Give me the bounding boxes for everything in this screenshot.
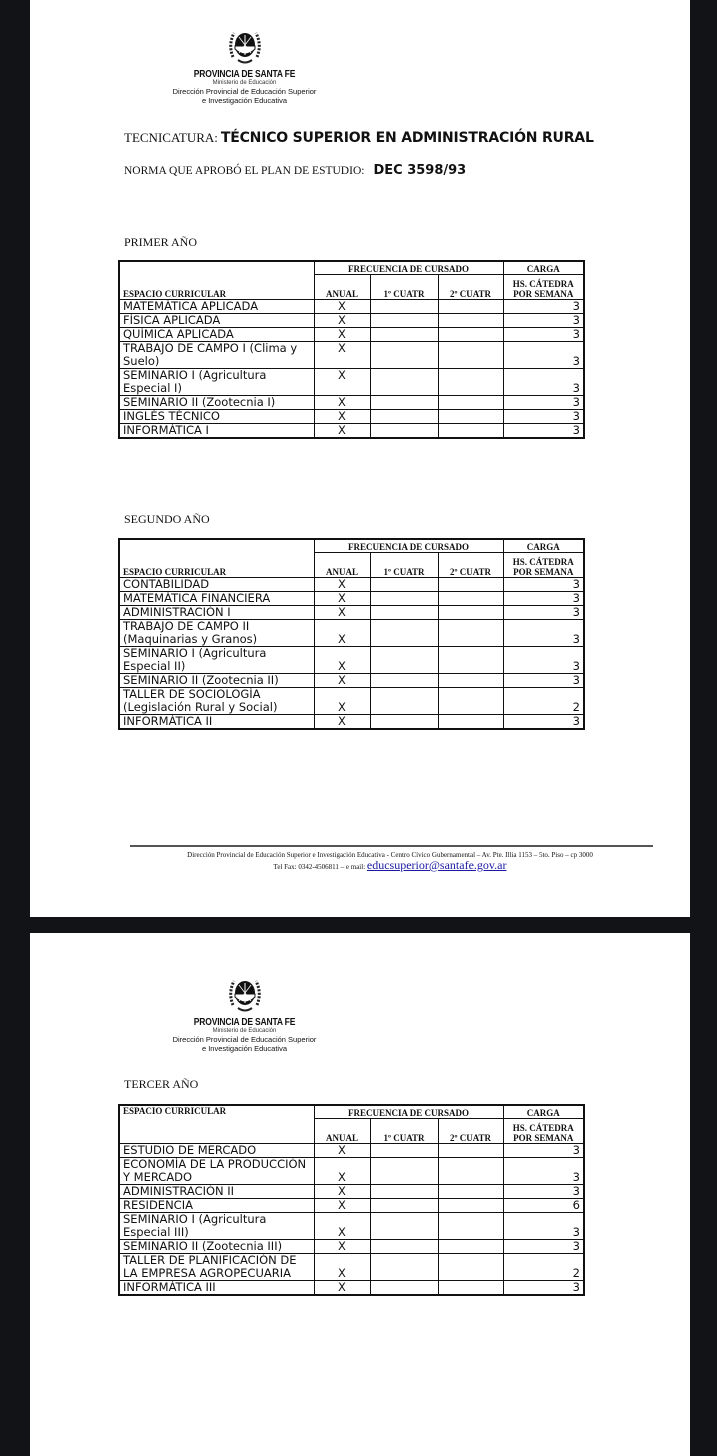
- table-row: [119, 1212, 584, 1239]
- anual-mark: X: [314, 619, 370, 646]
- header-2-cuatr: 2º CUATR: [438, 552, 503, 577]
- cuatr1-mark: [370, 619, 438, 646]
- cuatr1-mark: [370, 395, 438, 409]
- subject-name: TRABAJO DE CAMPO II (Maquinarias y Granos): [119, 619, 314, 646]
- cuatr2-mark: [438, 605, 503, 619]
- hours-per-week: 3: [503, 1143, 584, 1157]
- cuatr1-mark: [370, 368, 438, 395]
- table-row: [119, 673, 584, 687]
- norma-label: NORMA QUE APROBÓ EL PLAN DE ESTUDIO:: [124, 165, 365, 177]
- hours-per-week: 3: [503, 423, 584, 438]
- anual-mark: X: [314, 687, 370, 714]
- subject-name: ADMINISTRACIÓN II: [119, 1184, 314, 1198]
- direction-line-1: Dirección Provincial de Educación Superior: [172, 1035, 317, 1044]
- cuatr1-mark: [370, 577, 438, 591]
- cuatr2-mark: [438, 1198, 503, 1212]
- header-hs-line1: HS. CÁTEDRA: [512, 556, 574, 567]
- hours-per-week: 3: [503, 327, 584, 341]
- hours-per-week: 3: [503, 409, 584, 423]
- table-row: [119, 368, 584, 395]
- year-title-primer: PRIMER AÑO: [124, 235, 198, 249]
- anual-mark: X: [314, 673, 370, 687]
- hours-per-week: 3: [503, 1184, 584, 1198]
- hours-per-week: 3: [503, 591, 584, 605]
- hours-per-week: 3: [503, 313, 584, 327]
- table-row: [119, 1157, 584, 1184]
- anual-mark: X: [314, 1157, 370, 1184]
- hours-per-week: 3: [503, 1212, 584, 1239]
- subject-name: SEMINARIO I (Agricultura Especial II): [119, 646, 314, 673]
- footer-address: Dirección Provincial de Educación Superior e Investigación Educativa - Centro Cívico Gubernamental – Av. Pte. Illia 1153 – 5to. Piso – cp 3000: [187, 851, 593, 859]
- tecnicatura-value: TÉCNICO SUPERIOR EN ADMINISTRACIÓN RURAL: [220, 130, 594, 146]
- subject-name: ADMINISTRACIÓN I: [119, 605, 314, 619]
- anual-mark: X: [314, 327, 370, 341]
- document-page-2: [30, 933, 690, 1456]
- header-hs-line2: POR SEMANA: [513, 288, 574, 299]
- anual-mark: X: [314, 1143, 370, 1157]
- letterhead: [142, 975, 347, 1053]
- hours-per-week: 3: [503, 368, 584, 395]
- subject-name: SEMINARIO II (Zootecnia III): [119, 1239, 314, 1253]
- table-row: [119, 1239, 584, 1253]
- cuatr2-mark: [438, 409, 503, 423]
- curriculum-table-segundo: [118, 538, 585, 730]
- cuatr1-mark: [370, 1280, 438, 1295]
- header-carga: CARGA: [503, 1105, 584, 1118]
- hours-per-week: 3: [503, 1157, 584, 1184]
- anual-mark: X: [314, 409, 370, 423]
- subject-name: RESIDENCIA: [119, 1198, 314, 1212]
- table-row: [119, 1280, 584, 1295]
- header-hs-catedra: [503, 552, 584, 577]
- header-anual: ANUAL: [314, 274, 370, 299]
- province-name: PROVINCIA DE SANTA FE: [193, 69, 296, 80]
- subject-name: ECONOMÍA DE LA PRODUCCIÓN Y MERCADO: [119, 1157, 314, 1184]
- table-row: [119, 327, 584, 341]
- subject-name: CONTABILIDAD: [119, 577, 314, 591]
- cuatr2-mark: [438, 591, 503, 605]
- year-title-segundo: SEGUNDO AÑO: [124, 512, 210, 526]
- anual-mark: X: [314, 1239, 370, 1253]
- anual-mark: X: [314, 1280, 370, 1295]
- curriculum-table-tercer: [118, 1104, 585, 1296]
- tecnicatura-line: [124, 130, 594, 146]
- table-row: [119, 605, 584, 619]
- hours-per-week: 3: [503, 341, 584, 368]
- anual-mark: X: [314, 591, 370, 605]
- cuatr1-mark: [370, 591, 438, 605]
- santa-fe-crest-icon: [226, 975, 264, 1015]
- header-espacio-curricular: ESPACIO CURRICULAR: [119, 1105, 314, 1143]
- hours-per-week: 6: [503, 1198, 584, 1212]
- direction-line-2: e Investigación Educativa: [201, 96, 288, 105]
- cuatr1-mark: [370, 687, 438, 714]
- subject-name: SEMINARIO II (Zootecnia I): [119, 395, 314, 409]
- cuatr2-mark: [438, 1239, 503, 1253]
- cuatr1-mark: [370, 673, 438, 687]
- cuatr2-mark: [438, 299, 503, 313]
- table-row: [119, 577, 584, 591]
- subject-name: TALLER DE PLANIFICACIÓN DE LA EMPRESA AGROPECUARIA: [119, 1253, 314, 1280]
- cuatr2-mark: [438, 687, 503, 714]
- subject-name: TALLER DE SOCIOLOGÍA (Legislación Rural y Social): [119, 687, 314, 714]
- header-1-cuatr: 1º CUATR: [370, 274, 438, 299]
- cuatr1-mark: [370, 423, 438, 438]
- direction-line-1: Dirección Provincial de Educación Superior: [172, 87, 317, 96]
- table-row: [119, 619, 584, 646]
- header-hs-line1: HS. CÁTEDRA: [512, 278, 574, 289]
- anual-mark: X: [314, 605, 370, 619]
- cuatr1-mark: [370, 1198, 438, 1212]
- table-row: [119, 395, 584, 409]
- anual-mark: X: [314, 1253, 370, 1280]
- anual-mark: X: [314, 1212, 370, 1239]
- table-row: [119, 313, 584, 327]
- header-hs-line2: POR SEMANA: [513, 566, 574, 577]
- ministry-name: Ministerio de Educación: [212, 1028, 277, 1034]
- ministry-name: Ministerio de Educación: [212, 80, 277, 86]
- table-row: [119, 591, 584, 605]
- header-anual: ANUAL: [314, 1118, 370, 1143]
- hours-per-week: 3: [503, 299, 584, 313]
- curriculum-table-primer: [118, 260, 585, 439]
- year-title-tercer: TERCER AÑO: [124, 1077, 199, 1091]
- header-espacio-curricular: ESPACIO CURRICULAR: [119, 261, 314, 299]
- santa-fe-crest-icon: [226, 27, 264, 67]
- anual-mark: X: [314, 395, 370, 409]
- cuatr1-mark: [370, 1212, 438, 1239]
- hours-per-week: 3: [503, 1239, 584, 1253]
- hours-per-week: 3: [503, 395, 584, 409]
- header-anual: ANUAL: [314, 552, 370, 577]
- hours-per-week: 3: [503, 646, 584, 673]
- table-row: [119, 299, 584, 313]
- header-hs-line1: HS. CÁTEDRA: [512, 1122, 574, 1133]
- subject-name: SEMINARIO I (Agricultura Especial III): [119, 1212, 314, 1239]
- cuatr2-mark: [438, 673, 503, 687]
- cuatr2-mark: [438, 395, 503, 409]
- subject-name: INFORMÁTICA I: [119, 423, 314, 438]
- table-row: [119, 409, 584, 423]
- tecnicatura-label: TECNICATURA:: [124, 130, 218, 145]
- document-page-1: [30, 0, 690, 917]
- footer-divider: [130, 845, 653, 847]
- cuatr2-mark: [438, 619, 503, 646]
- header-2-cuatr: 2º CUATR: [438, 274, 503, 299]
- cuatr2-mark: [438, 1143, 503, 1157]
- cuatr2-mark: [438, 1157, 503, 1184]
- subject-name: FÍSICA APLICADA: [119, 313, 314, 327]
- hours-per-week: 3: [503, 577, 584, 591]
- cuatr1-mark: [370, 313, 438, 327]
- header-frecuencia: FRECUENCIA DE CURSADO: [314, 1105, 503, 1118]
- cuatr2-mark: [438, 341, 503, 368]
- letterhead: [142, 27, 347, 105]
- header-1-cuatr: 1º CUATR: [370, 552, 438, 577]
- hours-per-week: 2: [503, 1253, 584, 1280]
- cuatr1-mark: [370, 1143, 438, 1157]
- cuatr2-mark: [438, 714, 503, 729]
- cuatr2-mark: [438, 1184, 503, 1198]
- subject-name: SEMINARIO II (Zootecnia II): [119, 673, 314, 687]
- subject-name: SEMINARIO I (Agricultura Especial I): [119, 368, 314, 395]
- footer-phone: Tel Fax: 0342-4506811 – e mail:: [273, 863, 366, 871]
- subject-name: TRABAJO DE CAMPO I (Clima y Suelo): [119, 341, 314, 368]
- table-row: [119, 1143, 584, 1157]
- table-row: [119, 1198, 584, 1212]
- cuatr2-mark: [438, 1212, 503, 1239]
- hours-per-week: 3: [503, 619, 584, 646]
- table-row: [119, 1253, 584, 1280]
- header-1-cuatr: 1º CUATR: [370, 1118, 438, 1143]
- cuatr2-mark: [438, 313, 503, 327]
- cuatr2-mark: [438, 1280, 503, 1295]
- header-frecuencia: FRECUENCIA DE CURSADO: [314, 261, 503, 274]
- hours-per-week: 3: [503, 605, 584, 619]
- cuatr1-mark: [370, 299, 438, 313]
- header-hs-catedra: [503, 274, 584, 299]
- table-row: [119, 687, 584, 714]
- anual-mark: X: [314, 423, 370, 438]
- subject-name: INFORMÁTICA III: [119, 1280, 314, 1295]
- anual-mark: X: [314, 1198, 370, 1212]
- footer-contact: [110, 860, 670, 872]
- table-row: [119, 1184, 584, 1198]
- table-row: [119, 646, 584, 673]
- anual-mark: X: [314, 714, 370, 729]
- cuatr2-mark: [438, 327, 503, 341]
- cuatr1-mark: [370, 646, 438, 673]
- header-carga: CARGA: [503, 261, 584, 274]
- header-hs-catedra: [503, 1118, 584, 1143]
- header-frecuencia: FRECUENCIA DE CURSADO: [314, 539, 503, 552]
- anual-mark: X: [314, 1184, 370, 1198]
- subject-name: MATEMÁTICA APLICADA: [119, 299, 314, 313]
- hours-per-week: 3: [503, 673, 584, 687]
- header-carga: CARGA: [503, 539, 584, 552]
- table-row: [119, 423, 584, 438]
- province-name: PROVINCIA DE SANTA FE: [193, 1017, 296, 1028]
- hours-per-week: 3: [503, 1280, 584, 1295]
- cuatr2-mark: [438, 368, 503, 395]
- footer-email-link[interactable]: educsuperior@santafe.gov.ar: [366, 858, 507, 872]
- hours-per-week: 3: [503, 714, 584, 729]
- anual-mark: X: [314, 646, 370, 673]
- subject-name: ESTUDIO DE MERCADO: [119, 1143, 314, 1157]
- cuatr1-mark: [370, 1157, 438, 1184]
- cuatr1-mark: [370, 409, 438, 423]
- cuatr1-mark: [370, 1239, 438, 1253]
- footer: [110, 850, 670, 872]
- subject-name: QUÍMICA APLICADA: [119, 327, 314, 341]
- anual-mark: X: [314, 313, 370, 327]
- header-2-cuatr: 2º CUATR: [438, 1118, 503, 1143]
- cuatr2-mark: [438, 577, 503, 591]
- subject-name: INGLÉS TÉCNICO: [119, 409, 314, 423]
- anual-mark: X: [314, 299, 370, 313]
- table-row: [119, 341, 584, 368]
- cuatr1-mark: [370, 341, 438, 368]
- norma-line: [124, 163, 466, 178]
- anual-mark: X: [314, 577, 370, 591]
- norma-value: DEC 3598/93: [373, 163, 467, 178]
- cuatr1-mark: [370, 1253, 438, 1280]
- cuatr1-mark: [370, 605, 438, 619]
- cuatr2-mark: [438, 423, 503, 438]
- cuatr1-mark: [370, 1184, 438, 1198]
- subject-name: MATEMÁTICA FINANCIERA: [119, 591, 314, 605]
- header-hs-line2: POR SEMANA: [513, 1132, 574, 1143]
- header-espacio-curricular: ESPACIO CURRICULAR: [119, 539, 314, 577]
- hours-per-week: 2: [503, 687, 584, 714]
- anual-mark: X: [314, 341, 370, 368]
- table-row: [119, 714, 584, 729]
- subject-name: INFORMÁTICA II: [119, 714, 314, 729]
- cuatr1-mark: [370, 327, 438, 341]
- direction-line-2: e Investigación Educativa: [201, 1044, 288, 1053]
- anual-mark: X: [314, 368, 370, 395]
- cuatr2-mark: [438, 1253, 503, 1280]
- cuatr1-mark: [370, 714, 438, 729]
- cuatr2-mark: [438, 646, 503, 673]
